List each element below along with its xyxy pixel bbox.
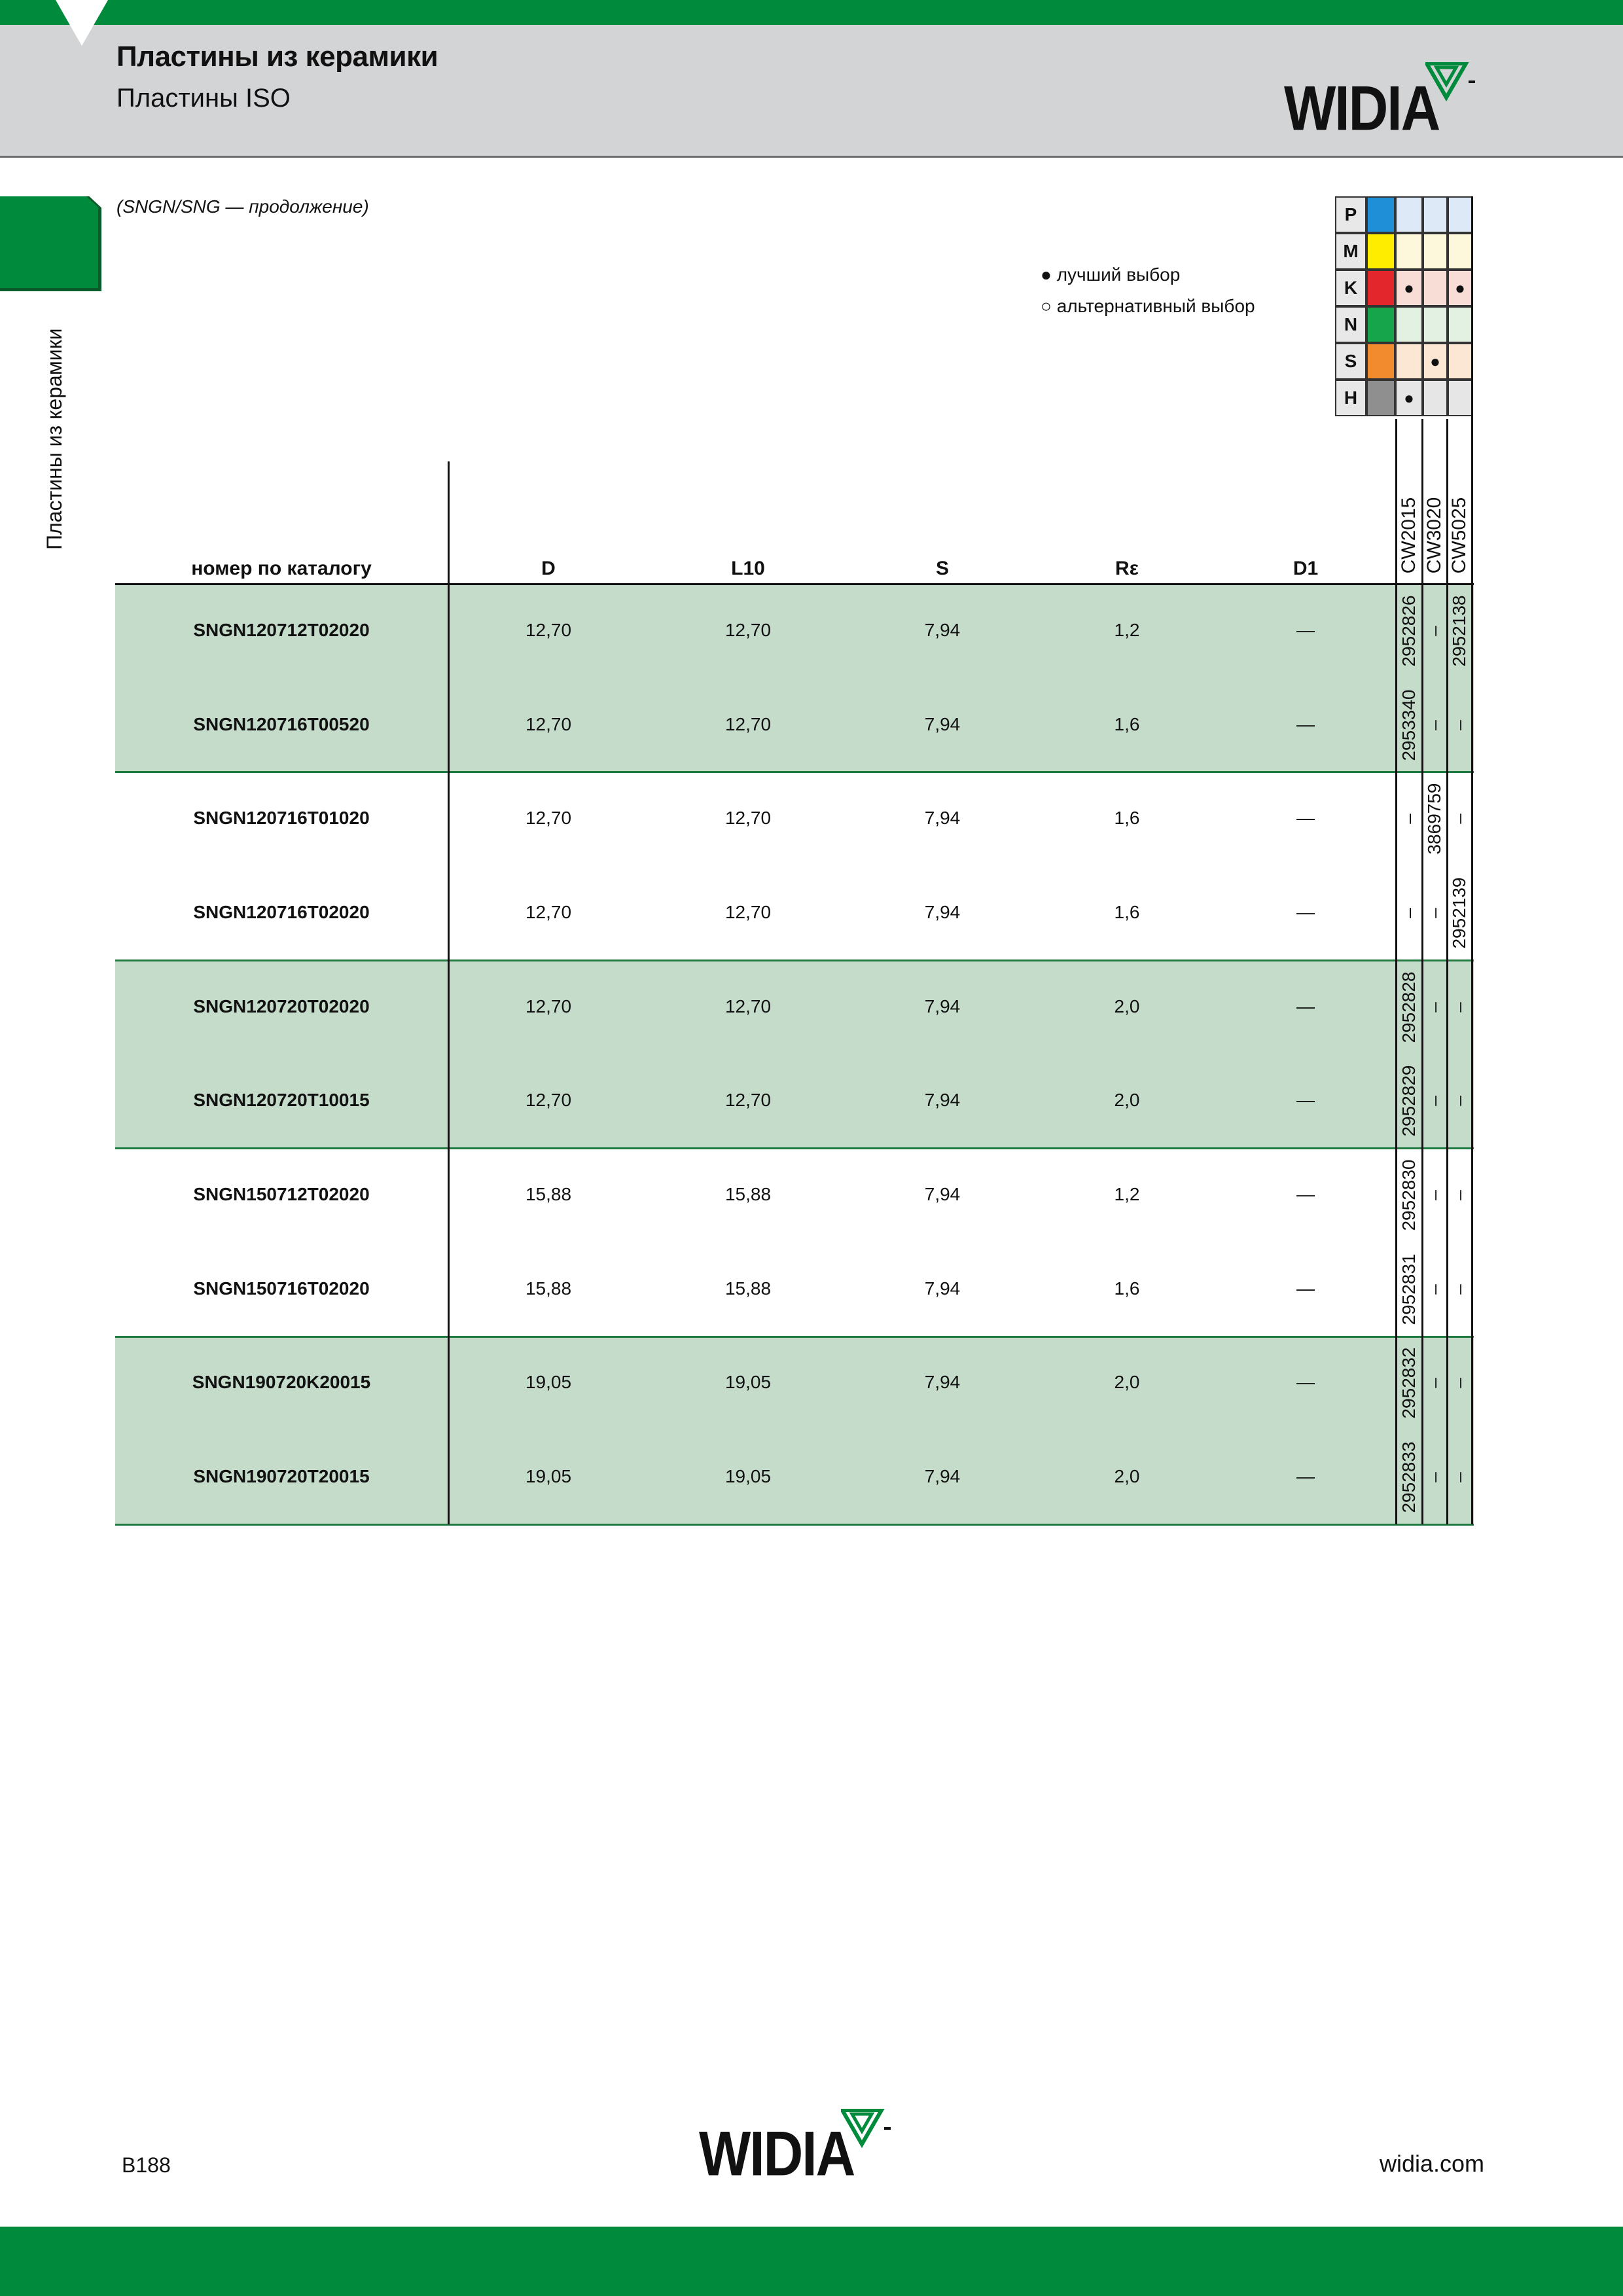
website-link[interactable]: widia.com [1380,2150,1485,2177]
material-grade-mark [1395,196,1423,233]
page-subtitle: Пластины ISO [116,84,291,113]
cell-d1: — [1296,901,1315,922]
grade-order-code: – [1424,1190,1444,1200]
catalog-number: SNGN150716T02020 [193,1278,370,1299]
grade-order-code: 2952829 [1399,1065,1419,1137]
header-re: Rε [1115,558,1139,579]
material-color-swatch [1366,270,1395,306]
cell-s: 7,94 [924,901,961,922]
material-grade-mark [1448,380,1472,416]
cell-d: 19,05 [525,1372,572,1393]
material-grade-mark [1395,343,1423,380]
cell-d1: — [1296,1090,1315,1111]
grade-order-code: – [1424,719,1444,730]
cell-l10: 15,88 [724,1278,772,1299]
cell-d: 15,88 [525,1184,572,1205]
grade-order-code: – [1424,1283,1444,1295]
grade-order-code: 2952831 [1399,1253,1419,1325]
material-grade-mark [1423,270,1448,306]
grade-order-code: 2952833 [1399,1441,1419,1513]
material-grade-mark: ● [1423,343,1448,380]
cell-s: 7,94 [924,1090,961,1111]
cell-r: 1,6 [1114,808,1140,829]
cell-s: 7,94 [924,1372,961,1393]
cell-d: 15,88 [525,1278,572,1299]
catalog-number: SNGN190720T20015 [193,1466,370,1487]
catalog-number: SNGN120716T01020 [193,808,370,829]
page-number: B188 [122,2153,171,2177]
material-color-swatch [1366,380,1395,416]
table-rule [115,583,1474,585]
section-tab [0,196,98,288]
header-s: S [935,558,949,579]
grade-header-cw3020: CW3020 [1423,497,1445,574]
material-letter-k: K [1335,270,1366,306]
cell-d1: — [1296,619,1315,640]
legend-best-choice: ● лучший выбор [1041,264,1181,285]
grade-order-code: 2952826 [1399,595,1419,667]
cell-d: 12,70 [525,901,572,922]
bottom-color-bar [0,2227,1623,2296]
catalog-number: SNGN120712T02020 [193,619,370,640]
catalog-number: SNGN120716T00520 [193,713,370,734]
row-group-band [115,1336,1474,1524]
cell-d1: — [1296,1372,1315,1393]
cell-l10: 12,70 [724,713,772,734]
grade-order-code: – [1449,1001,1469,1013]
grade-order-code: – [1399,814,1419,825]
cell-d: 12,70 [525,808,572,829]
cell-d1: — [1296,1466,1315,1487]
grade-order-code: 2953340 [1399,689,1419,761]
grade-order-code: 2952828 [1399,971,1419,1043]
material-grade-mark [1395,306,1423,343]
cell-s: 7,94 [924,713,961,734]
cell-l10: 19,05 [724,1466,772,1487]
cell-d: 19,05 [525,1466,572,1487]
material-letter-s: S [1335,343,1366,380]
grade-order-code: – [1399,908,1419,918]
grade-order-code: – [1424,1472,1444,1482]
cell-s: 7,94 [924,808,961,829]
material-grade-mark [1448,233,1472,270]
material-color-swatch [1366,196,1395,233]
page-title: Пластины из керамики [116,41,438,73]
top-color-bar [0,0,1623,25]
grade-order-code: – [1424,908,1444,918]
grade-order-code: 3869759 [1424,783,1444,855]
material-grade-mark [1423,196,1448,233]
cell-r: 1,2 [1114,619,1140,640]
grade-order-code: – [1449,814,1469,825]
cell-r: 2,0 [1114,1090,1140,1111]
catalog-number: SNGN120720T10015 [193,1090,370,1111]
material-grade-mark [1448,196,1472,233]
table-rule [115,1147,1474,1149]
widia-logo-top: WIDIA [1284,73,1440,144]
widia-logo-bottom: WIDIA [699,2118,855,2189]
table-rule [115,1336,1474,1338]
catalog-number: SNGN120720T02020 [193,996,370,1016]
material-grade-mark: ● [1448,270,1472,306]
grade-order-code: – [1449,1096,1469,1107]
catalog-number: SNGN150712T02020 [193,1184,370,1205]
row-group-band [115,584,1474,772]
cell-r: 2,0 [1114,1466,1140,1487]
material-grade-mark [1448,343,1472,380]
header-catalog-number: номер по каталогу [191,558,372,579]
grade-order-code: 2952139 [1449,877,1469,949]
cell-s: 7,94 [924,996,961,1016]
grade-order-code: – [1449,719,1469,730]
grade-order-code: – [1449,1190,1469,1200]
material-color-swatch [1366,233,1395,270]
grade-header-cw5025: CW5025 [1448,497,1470,574]
material-color-swatch [1366,306,1395,343]
cell-r: 2,0 [1114,1372,1140,1393]
cell-r: 2,0 [1114,996,1140,1016]
cell-d: 12,70 [525,619,572,640]
legend-alternative-choice: ○ альтернативный выбор [1041,296,1255,316]
catalog-number: SNGN190720K20015 [192,1372,371,1393]
cell-d1: — [1296,713,1315,734]
cell-s: 7,94 [924,1466,961,1487]
widia-triangle-logo-icon [1425,62,1478,101]
grade-order-code: 2952830 [1399,1159,1419,1231]
material-grade-mark [1423,233,1448,270]
cell-l10: 12,70 [724,996,772,1016]
grade-order-code: – [1424,1001,1444,1013]
material-grade-mark: ● [1395,270,1423,306]
cell-l10: 12,70 [724,619,772,640]
cell-s: 7,94 [924,619,961,640]
grade-header-cw2015: CW2015 [1398,497,1419,574]
cell-d1: — [1296,1278,1315,1299]
cell-d: 12,70 [525,713,572,734]
cell-r: 1,6 [1114,713,1140,734]
cell-s: 7,94 [924,1184,961,1205]
grade-order-code: – [1424,1378,1444,1389]
grade-order-code: 2952138 [1449,595,1469,667]
side-section-label: Пластины из керамики [43,328,66,550]
cell-s: 7,94 [924,1278,961,1299]
cell-l10: 19,05 [724,1372,772,1393]
cell-r: 1,6 [1114,901,1140,922]
header-l10: L10 [731,558,765,579]
material-grade-mark [1423,306,1448,343]
row-group-band [115,960,1474,1148]
material-grade-mark: ● [1395,380,1423,416]
material-letter-n: N [1335,306,1366,343]
cell-r: 1,2 [1114,1184,1140,1205]
material-letter-h: H [1335,380,1366,416]
material-color-swatch [1366,343,1395,380]
material-letter-m: M [1335,233,1366,270]
cell-l10: 12,70 [724,808,772,829]
grade-order-code: 2952832 [1399,1347,1419,1419]
table-rule [115,1524,1474,1526]
material-grade-mark [1395,233,1423,270]
header-d1: D1 [1293,558,1319,579]
header-d: D [541,558,556,579]
header-notch [56,0,108,46]
cell-d1: — [1296,996,1315,1016]
grade-order-code: – [1449,1378,1469,1389]
table-rule [115,771,1474,773]
material-grade-mark [1423,380,1448,416]
cell-l10: 15,88 [724,1184,772,1205]
cell-d: 12,70 [525,996,572,1016]
catalog-number: SNGN120716T02020 [193,901,370,922]
column-divider [1471,196,1473,1524]
material-letter-p: P [1335,196,1366,233]
cell-d: 12,70 [525,1090,572,1111]
cell-r: 1,6 [1114,1278,1140,1299]
continuation-note: (SNGN/SNG — продолжение) [116,196,369,217]
material-grade-mark [1448,306,1472,343]
grade-order-code: – [1424,1096,1444,1107]
grade-order-code: – [1449,1283,1469,1295]
grade-order-code: – [1449,1472,1469,1482]
widia-triangle-logo-icon [841,2109,893,2148]
cell-d1: — [1296,808,1315,829]
grade-order-code: – [1424,626,1444,636]
cell-d1: — [1296,1184,1315,1205]
table-rule [115,960,1474,961]
cell-l10: 12,70 [724,901,772,922]
cell-l10: 12,70 [724,1090,772,1111]
